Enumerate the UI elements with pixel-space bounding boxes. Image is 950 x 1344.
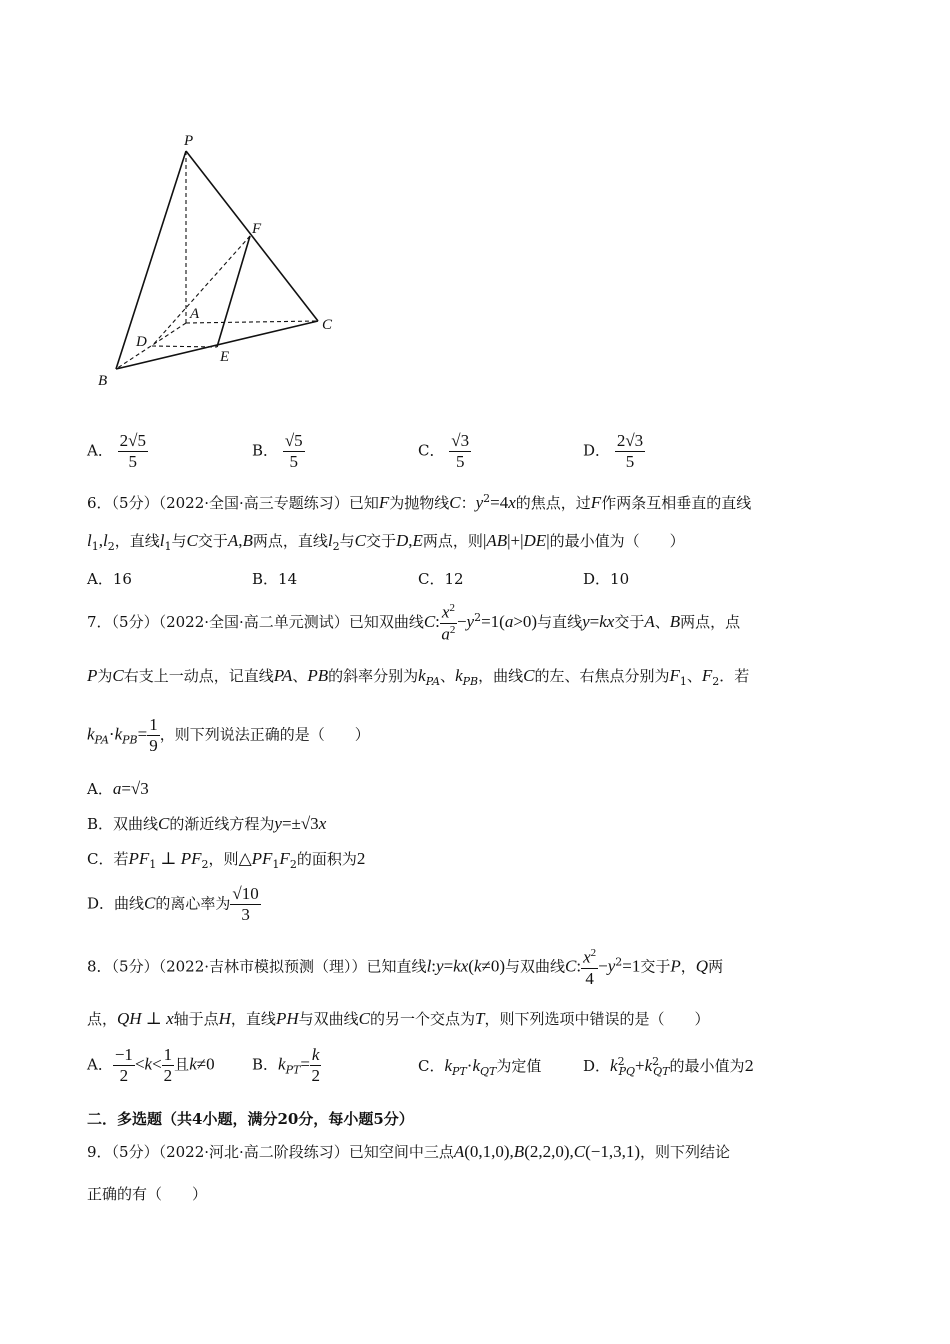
q6-line-2: $l_1,l_2$，直线$l_1$与C交于A,B两点，直线$l_2$与C交于D,E两点，则|AB|+|DE|的最小值为（ ）	[87, 531, 685, 553]
label-F: F	[252, 221, 262, 237]
label-P: P	[184, 133, 194, 149]
q9-line-2: 正确的有（ ）	[87, 1185, 208, 1203]
q8-option-a[interactable]: A． $\frac{-1}{2}$ <k< $\frac{1}{2}$ 且k≠0	[87, 1045, 215, 1085]
label-A: A	[190, 306, 200, 322]
q8-option-c[interactable]: C．$k_{PT}\cdot k_{QT}$为定值	[418, 1056, 542, 1078]
segment-FE	[217, 236, 250, 347]
segment-FD	[152, 236, 250, 346]
q7-option-d[interactable]: D．曲线C的离心率为 $\frac{√10}{3}$	[87, 884, 259, 924]
q5-option-a[interactable]: A． $\frac{2√5}{5}$	[87, 431, 146, 471]
q8-option-d[interactable]: D．$k^2_{PQ}+k^2_{QT}$的最小值为2	[583, 1055, 755, 1078]
q6-option-d[interactable]: D．10	[583, 570, 630, 588]
section-heading-multiple-choice: 二．多选题（共4小题，满分20分，每小题5分）	[87, 1110, 414, 1128]
q8-option-b[interactable]: B．$k_{PT}=$ $\frac{k}{2}$	[252, 1045, 320, 1085]
edge-AC	[186, 321, 318, 323]
q5-option-d[interactable]: D． $\frac{2√3}{5}$	[583, 431, 644, 471]
q8-line-2: 点，QH ⊥ x轴于点H，直线PH与双曲线C的另一个交点为T，则下列选项中错误的是（ ）	[87, 1009, 710, 1028]
q6-option-b[interactable]: B．14	[252, 570, 298, 588]
q7-line-2: P为C右支上一动点，记直线PA、PB的斜率分别为$k_{PA}$、$k_{PB}$，曲线C的左、右焦点分别为$F_1$、$F_2$．若	[87, 666, 750, 688]
label-B: B	[98, 373, 108, 389]
pyramid-figure	[80, 125, 350, 395]
q7-line-3: $k_{PA}\cdot k_{PB}=$ $\frac{1}{9}$ ，则下列说法正确的是（ ）	[87, 715, 370, 755]
q8-line-1: 8．（5分）（2022·吉林市模拟预测（理））已知直线l:y=kx(k≠0)与双曲线C: $\frac{x^2}{4}$ $-y^2=1$交于P，Q两	[87, 947, 724, 988]
q6-option-c[interactable]: C．12	[418, 570, 464, 588]
q9-line-1: 9．（5分）（2022·河北·高二阶段练习）已知空间中三点A(0,1,0),B(2,2,0),C(−1,3,1)，则下列结论	[87, 1142, 731, 1161]
q6-option-a[interactable]: A．16	[87, 570, 132, 588]
label-C: C	[322, 317, 333, 333]
q7-option-c[interactable]: C．若$PF_1$ ⊥ $PF_2$，则$\triangle PF_1F_2$的面积为2	[87, 849, 366, 871]
q7-line-1: 7．（5分）（2022·全国·高二单元测试）已知双曲线C: $\frac{x^2}{a^2}$ $-y^2=1(a>0)$与直线y=kx交于A、B两点，点	[87, 602, 741, 644]
edge-PB	[116, 151, 186, 369]
q5-option-b[interactable]: B． $\frac{√5}{5}$	[252, 431, 303, 471]
q7-option-a[interactable]: A．a=√3	[87, 779, 149, 798]
label-D: D	[136, 334, 147, 350]
q6-line-1: 6．（5分）（2022·全国·高三专题练习）已知F为抛物线C：$y^2=4x$的焦点，过F作两条互相垂直的直线	[87, 492, 752, 512]
q5-option-c[interactable]: C． $\frac{√3}{5}$	[418, 431, 470, 471]
q7-option-b[interactable]: B．双曲线C的渐近线方程为y=±√3x	[87, 814, 327, 833]
label-E: E	[220, 349, 230, 365]
